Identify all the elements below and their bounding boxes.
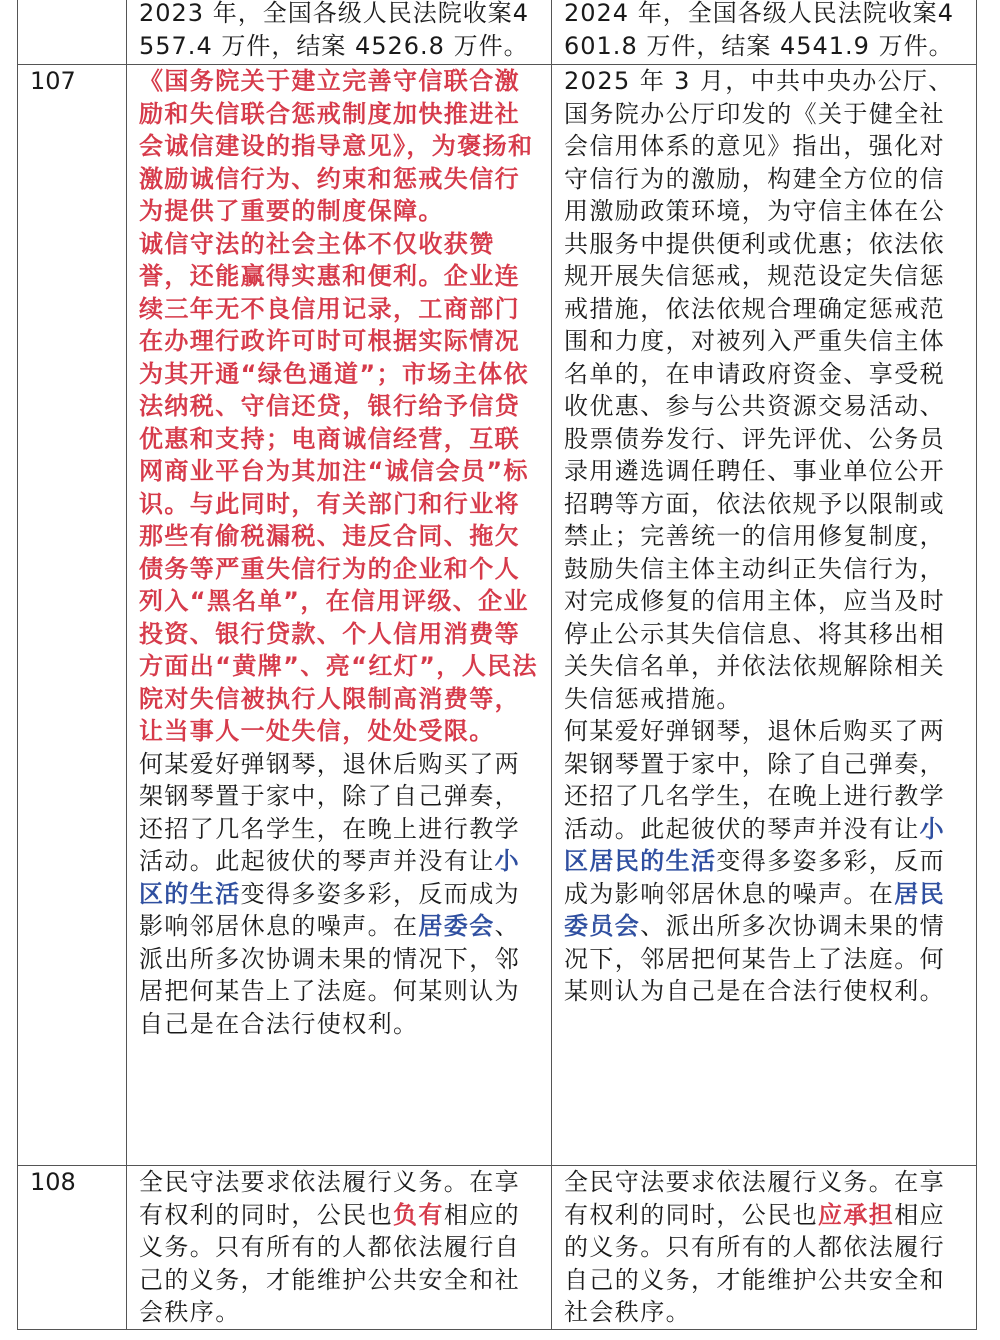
table-row	[18, 1166, 977, 1330]
text-span: 相应的义务。只有所有的人都依法履行自己的义务，才能维护公共安全和社会秩序。	[564, 1200, 946, 1326]
row-number: 107	[18, 65, 127, 1166]
changed-term: 居委会	[418, 912, 495, 940]
changed-term: 应承担	[818, 1200, 895, 1229]
text-span: 、派出所多次协调未果的情况下，邻居把何某告上了法庭。何某则认为自己是在合法行使权利。	[564, 912, 946, 1005]
changed-term: 小区居民的生活	[564, 814, 946, 875]
row-number: 108	[18, 1166, 127, 1330]
text-span: 相应的义务。只有所有的人都依法履行自己的义务，才能维护公共安全和社会秩序。	[139, 1200, 521, 1326]
row-number	[18, 0, 127, 65]
table-row	[18, 65, 977, 1166]
old-text-cell	[127, 1166, 552, 1330]
text-span: 全民守法要求依法履行义务。在享有权利的同时，公民也	[564, 1168, 945, 1229]
text-span: 变得多姿多彩，反而成为影响邻居休息的噪声。在	[139, 879, 521, 940]
comparison-table	[17, 0, 977, 1330]
old-paragraph: 2023 年，全国各级人民法院收案4557.4 万件，结案 4526.8 万件。	[139, 0, 529, 60]
text-span: 何某爱好弹钢琴，退休后购买了两架钢琴置于家中，除了自己弹奏，还招了几名学生，在晚上进行教学活动。此起彼伏的琴声并没有让	[139, 749, 520, 875]
new-paragraph: 2024 年，全国各级人民法院收案4601.8 万件，结案 4541.9 万件。	[564, 0, 954, 60]
text-span: 变得多姿多彩，反而成为影响邻居休息的噪声。在	[564, 847, 946, 908]
changed-term: 居民委员会	[564, 879, 946, 940]
text-span: 何某爱好弹钢琴，退休后购买了两架钢琴置于家中，除了自己弹奏，还招了几名学生，在晚上进行教学活动。此起彼伏的琴声并没有让	[564, 717, 945, 843]
text-span: 、派出所多次协调未果的情况下，邻居把何某告上了法庭。何某则认为自己是在合法行使权利。	[139, 912, 521, 1038]
new-paragraph	[564, 715, 964, 1008]
old-text-cell	[127, 65, 552, 1166]
changed-term: 小区的生活	[139, 847, 521, 908]
new-paragraph	[564, 1166, 964, 1329]
old-paragraph	[139, 748, 539, 1041]
table-row	[18, 0, 977, 65]
changed-term: 负有	[393, 1200, 444, 1229]
deleted-paragraph: 诚信守法的社会主体不仅收获赞誉，还能赢得实惠和便利。企业连续三年无不良信用记录，工商部门在办理行政许可时可根据实际情况为其开通“绿色通道”；市场主体依法纳税、守信还贷，银行给予信贷优惠和支持；电商诚信经营，互联网商业平台为其加注“诚信会员”标识。与此同时，有关部门和行业将那些有偷税漏税、违反合同、拖欠债务等严重失信行为的企业和个人列入“黑名单”，在信用评级、企业投资、银行贷款、个人信用消费等方面出“黄牌”、亮“红灯”，人民法院对失信被执行人限制高消费等，让当事人一处失信，处处受限。	[139, 229, 538, 745]
new-text-cell	[552, 1166, 977, 1330]
text-span: 全民守法要求依法履行义务。在享有权利的同时，公民也	[139, 1168, 520, 1229]
old-text-cell	[127, 0, 552, 65]
deleted-paragraph: 《国务院关于建立完善守信联合激励和失信联合惩戒制度加快推进社会诚信建设的指导意见》，为褒扬和激励诚信行为、约束和惩戒失信行为提供了重要的制度保障。	[139, 67, 534, 225]
old-paragraph	[139, 1166, 539, 1329]
new-paragraph: 2025 年 3 月，中共中央办公厅、国务院办公厅印发的《关于健全社会信用体系的意见》指出，强化对守信行为的激励，构建全方位的信用激励政策环境，为守信主体在公共服务中提供便利或优惠；依法依规开展失信惩戒，规范设定失信惩戒措施，依法依规合理确定惩戒范围和力度，对被列入严重失信主体名单的，在申请政府资金、享受税收优惠、参与公共资源交易活动、股票债券发行、评先评优、公务员录用遴选调任聘任、事业单位公开招聘等方面，依法依规予以限制或禁止；完善统一的信用修复制度，鼓励失信主体主动纠正失信行为，对完成修复的信用主体，应当及时停止公示其失信信息、将其移出相关失信名单，并依法依规解除相关失信惩戒措施。	[564, 67, 954, 713]
new-text-cell	[552, 0, 977, 65]
new-text-cell	[552, 65, 977, 1166]
